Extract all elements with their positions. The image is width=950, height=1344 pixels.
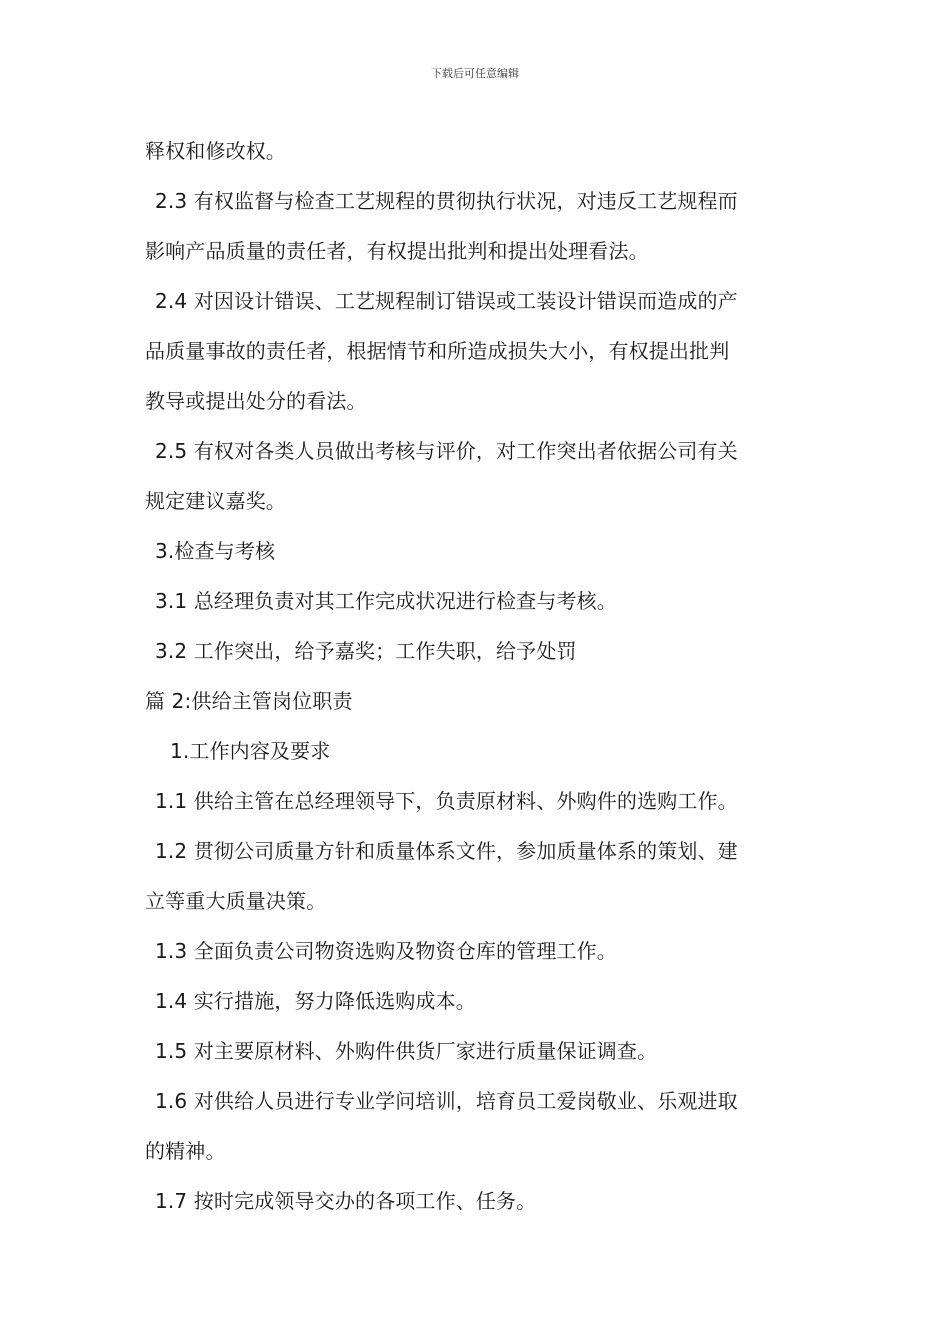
paragraph-line: 1.3 全面负责公司物资选购及物资仓库的管理工作。 (155, 939, 617, 963)
document-body (145, 126, 810, 1226)
paragraph-line: 3.1 总经理负责对其工作完成状况进行检查与考核。 (155, 589, 617, 613)
section-heading: 3.检查与考核 (155, 539, 276, 563)
page-header-note: 下载后可任意编辑 (431, 67, 519, 80)
paragraph-line: 2.4 对因设计错误、工艺规程制订错误或工装设计错误而造成的产 (155, 289, 738, 313)
paragraph-line: 影响产品质量的责任者，有权提出批判和提出处理看法。 (145, 239, 649, 263)
paragraph-line: 1.7 按时完成领导交办的各项工作、任务。 (155, 1189, 537, 1213)
paragraph-line: 2.3 有权监督与检查工艺规程的贯彻执行状况，对违反工艺规程而 (155, 189, 738, 213)
paragraph-line: 3.2 工作突出，给予嘉奖；工作失职，给予处罚 (155, 639, 577, 663)
paragraph-line: 1.5 对主要原材料、外购件供货厂家进行质量保证调查。 (155, 1039, 658, 1063)
paragraph-line: 2.5 有权对各类人员做出考核与评价，对工作突出者依据公司有关 (155, 439, 738, 463)
paragraph-line: 1.2 贯彻公司质量方针和质量体系文件，参加质量体系的策划、建 (155, 839, 738, 863)
paragraph-line: 立等重大质量决策。 (145, 889, 327, 913)
chapter-heading: 篇 2:供给主管岗位职责 (145, 689, 353, 713)
paragraph-line: 规定建议嘉奖。 (145, 489, 287, 513)
paragraph-line: 的精神。 (145, 1139, 226, 1163)
paragraph-line: 教导或提出处分的看法。 (145, 389, 367, 413)
paragraph-line: 1.6 对供给人员进行专业学问培训，培育员工爱岗敬业、乐观进取 (155, 1089, 738, 1113)
paragraph-line: 1.1 供给主管在总经理领导下，负责原材料、外购件的选购工作。 (155, 789, 738, 813)
paragraph-line: 品质量事故的责任者，根据情节和所造成损失大小，有权提出批判 (145, 339, 730, 363)
paragraph-line: 释权和修改权。 (145, 139, 287, 163)
section-heading: 1.工作内容及要求 (170, 739, 331, 763)
paragraph-line: 1.4 实行措施，努力降低选购成本。 (155, 989, 476, 1013)
